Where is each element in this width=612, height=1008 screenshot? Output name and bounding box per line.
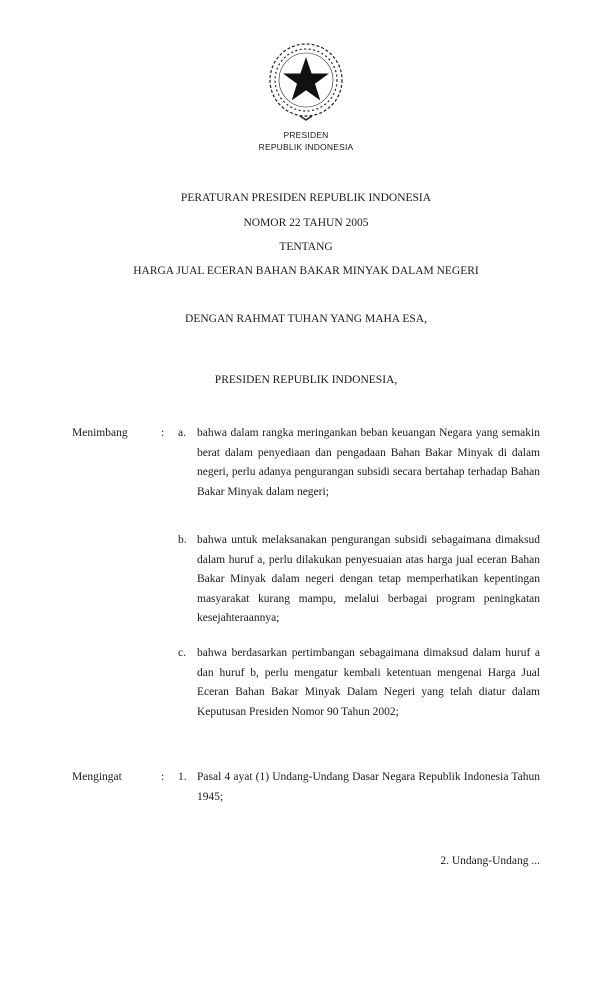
header-line-presiden: PRESIDEN [283,130,329,140]
item-marker: 1. [178,771,187,783]
page-continuation: 2. Undang-Undang ... [440,855,540,867]
consideration-paragraph: bahwa dalam rangka meringankan beban keuangan Negara yang semakin berat dalam penyediaan dan pengadaan Bahan Bakar Minyak di dalam negeri, perlu adanya pengurangan subsidi secara bertahap terhadap Bahan Bakar Minyak dalam negeri; [197,427,540,498]
preamble-blessing: DENGAN RAHMAT TUHAN YANG MAHA ESA, [185,313,427,325]
title-regulation: PERATURAN PRESIDEN REPUBLIK INDONESIA [180,192,432,204]
menimbang-label: Menimbang [72,427,128,439]
title-tentang: TENTANG [279,241,333,253]
mengingat-label: Mengingat [72,771,122,783]
item-marker: a. [178,427,186,439]
menimbang-colon: : [161,427,165,439]
header-line-republik: REPUBLIK INDONESIA [258,142,354,152]
presidential-emblem [266,40,346,124]
legal-basis-paragraph: Pasal 4 ayat (1) Undang-Undang Dasar Negara Republik Indonesia Tahun 1945; [197,771,540,803]
consideration-paragraph: bahwa untuk melaksanakan pengurangan subsidi sebagaimana dimaksud dalam huruf a, perlu dilakukan penyesuaian atas harga jual eceran Bahan Bakar Minyak dalam negeri dengan tetap memperhatikan kepentingan masyarakat kurang mampu, melalui berbagai program peningkatan kesejahteraannya; [197,534,540,625]
item-marker: b. [178,534,187,546]
title-subject: HARGA JUAL ECERAN BAHAN BAKAR MINYAK DALAM NEGERI [133,265,479,277]
preamble-issuer: PRESIDEN REPUBLIK INDONESIA, [214,374,398,386]
consideration-paragraph: bahwa berdasarkan pertimbangan sebagaimana dimaksud dalam huruf a dan huruf b, perlu mengatur kembali ketentuan mengenai Harga Jual Eceran Bahan Bakar Minyak Dalam Negeri yang telah diatur dalam Keputusan Presiden Nomor 90 Tahun 2002; [197,647,540,718]
title-number: NOMOR 22 TAHUN 2005 [243,217,369,229]
item-marker: c. [178,647,186,659]
mengingat-colon: : [161,771,165,783]
